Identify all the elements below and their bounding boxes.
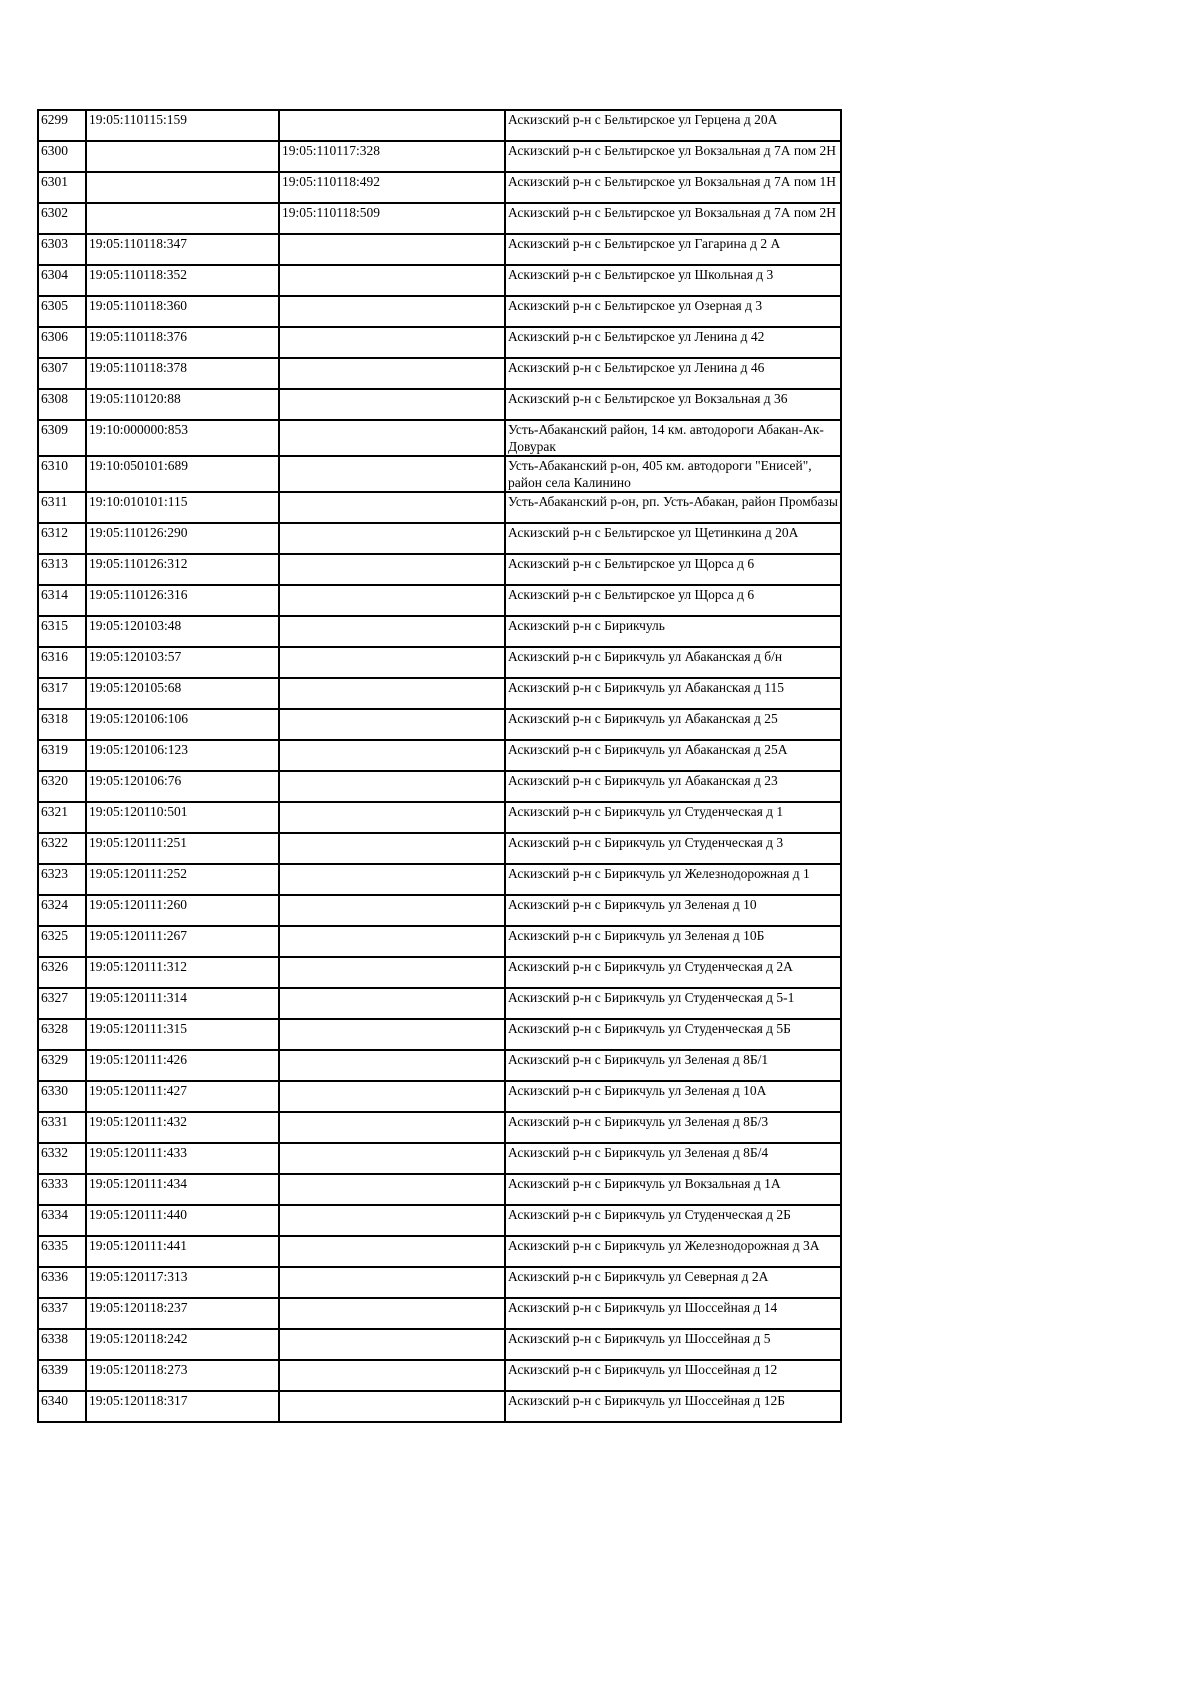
address-cell: Аскизский р-н с Бельтирское ул Герцена д 20А: [505, 110, 841, 141]
address-cell: Аскизский р-н с Бирикчуль ул Зеленая д 10А: [505, 1081, 841, 1112]
premises-cadastral-number-cell: [279, 1360, 505, 1391]
address-cell: Аскизский р-н с Бирикчуль ул Зеленая д 10Б: [505, 926, 841, 957]
cadastral-number-cell: 19:10:000000:853: [86, 420, 279, 456]
table-row: [38, 456, 841, 492]
cadastral-number-cell: 19:05:110118:360: [86, 296, 279, 327]
table-row: [38, 616, 841, 647]
table-row: [38, 327, 841, 358]
table-row: [38, 492, 841, 523]
table-row: [38, 172, 841, 203]
premises-cadastral-number-cell: [279, 957, 505, 988]
row-number-cell: 6332: [38, 1143, 86, 1174]
table-row: [38, 296, 841, 327]
table-row: [38, 709, 841, 740]
row-number-cell: 6299: [38, 110, 86, 141]
premises-cadastral-number-cell: [279, 1081, 505, 1112]
address-cell: Аскизский р-н с Бирикчуль ул Абаканская д 25А: [505, 740, 841, 771]
cadastral-number-cell: 19:05:120111:260: [86, 895, 279, 926]
table-row: [38, 771, 841, 802]
table-row: [38, 358, 841, 389]
premises-cadastral-number-cell: [279, 1019, 505, 1050]
table-row: [38, 802, 841, 833]
premises-cadastral-number-cell: [279, 523, 505, 554]
address-cell: Аскизский р-н с Бирикчуль ул Студенческая д 5-1: [505, 988, 841, 1019]
cadastral-number-cell: 19:05:110118:378: [86, 358, 279, 389]
row-number-cell: 6301: [38, 172, 86, 203]
row-number-cell: 6333: [38, 1174, 86, 1205]
table-row: [38, 1081, 841, 1112]
cadastral-number-cell: 19:05:120118:317: [86, 1391, 279, 1422]
cadastral-number-cell: 19:05:120111:434: [86, 1174, 279, 1205]
cadastral-number-cell: 19:05:120118:237: [86, 1298, 279, 1329]
row-number-cell: 6309: [38, 420, 86, 456]
address-cell: Аскизский р-н с Бирикчуль ул Студенческая д 3: [505, 833, 841, 864]
row-number-cell: 6305: [38, 296, 86, 327]
cadastral-number-cell: 19:05:120103:57: [86, 647, 279, 678]
cadastral-number-cell: 19:10:050101:689: [86, 456, 279, 492]
cadastral-number-cell: 19:05:120106:123: [86, 740, 279, 771]
cadastral-number-cell: 19:05:120111:432: [86, 1112, 279, 1143]
premises-cadastral-number-cell: [279, 420, 505, 456]
premises-cadastral-number-cell: [279, 456, 505, 492]
row-number-cell: 6313: [38, 554, 86, 585]
row-number-cell: 6303: [38, 234, 86, 265]
address-cell: Аскизский р-н с Бирикчуль ул Шоссейная д 5: [505, 1329, 841, 1360]
row-number-cell: 6340: [38, 1391, 86, 1422]
cadastral-number-cell: [86, 172, 279, 203]
cadastral-number-cell: 19:05:120111:433: [86, 1143, 279, 1174]
address-cell: Аскизский р-н с Бирикчуль ул Зеленая д 8Б/1: [505, 1050, 841, 1081]
cadastral-number-cell: 19:05:120111:314: [86, 988, 279, 1019]
row-number-cell: 6314: [38, 585, 86, 616]
premises-cadastral-number-cell: [279, 864, 505, 895]
cadastral-number-cell: 19:05:120111:312: [86, 957, 279, 988]
premises-cadastral-number-cell: [279, 1329, 505, 1360]
table-row: [38, 833, 841, 864]
cadastral-number-cell: 19:05:110126:312: [86, 554, 279, 585]
cadastral-number-cell: [86, 141, 279, 172]
table-row: [38, 1267, 841, 1298]
premises-cadastral-number-cell: [279, 1143, 505, 1174]
address-cell: Усть-Абаканский район, 14 км. автодороги Абакан-Ак-Довурак: [505, 420, 841, 456]
cadastral-number-cell: 19:05:120111:267: [86, 926, 279, 957]
row-number-cell: 6316: [38, 647, 86, 678]
premises-cadastral-number-cell: [279, 678, 505, 709]
premises-cadastral-number-cell: [279, 709, 505, 740]
address-cell: Аскизский р-н с Бельтирское ул Вокзальная д 7А пом 2Н: [505, 141, 841, 172]
cadastral-number-cell: 19:05:120111:427: [86, 1081, 279, 1112]
row-number-cell: 6319: [38, 740, 86, 771]
row-number-cell: 6330: [38, 1081, 86, 1112]
table-row: [38, 864, 841, 895]
address-cell: Аскизский р-н с Бельтирское ул Ленина д 42: [505, 327, 841, 358]
row-number-cell: 6327: [38, 988, 86, 1019]
row-number-cell: 6320: [38, 771, 86, 802]
address-cell: Аскизский р-н с Бирикчуль ул Студенческая д 2А: [505, 957, 841, 988]
cadastral-number-cell: 19:05:110126:290: [86, 523, 279, 554]
row-number-cell: 6304: [38, 265, 86, 296]
cadastral-number-cell: 19:05:110120:88: [86, 389, 279, 420]
address-cell: Аскизский р-н с Бирикчуль ул Шоссейная д 12: [505, 1360, 841, 1391]
table-row: [38, 523, 841, 554]
premises-cadastral-number-cell: [279, 389, 505, 420]
address-cell: Аскизский р-н с Бирикчуль ул Абаканская д 115: [505, 678, 841, 709]
table-row: [38, 1329, 841, 1360]
table-row: [38, 389, 841, 420]
premises-cadastral-number-cell: [279, 616, 505, 647]
cadastral-number-cell: 19:05:120111:251: [86, 833, 279, 864]
premises-cadastral-number-cell: [279, 265, 505, 296]
row-number-cell: 6317: [38, 678, 86, 709]
address-cell: Усть-Абаканский р-он, рп. Усть-Абакан, район Промбазы: [505, 492, 841, 523]
premises-cadastral-number-cell: [279, 1236, 505, 1267]
address-cell: Аскизский р-н с Бирикчуль ул Зеленая д 8Б/4: [505, 1143, 841, 1174]
row-number-cell: 6322: [38, 833, 86, 864]
cadastral-number-cell: 19:05:110126:316: [86, 585, 279, 616]
row-number-cell: 6306: [38, 327, 86, 358]
premises-cadastral-number-cell: [279, 1050, 505, 1081]
row-number-cell: 6324: [38, 895, 86, 926]
address-cell: Аскизский р-н с Бирикчуль ул Абаканская д 25: [505, 709, 841, 740]
address-cell: Аскизский р-н с Бельтирское ул Щорса д 6: [505, 585, 841, 616]
premises-cadastral-number-cell: [279, 895, 505, 926]
table-row: [38, 585, 841, 616]
address-cell: Аскизский р-н с Бельтирское ул Озерная д 3: [505, 296, 841, 327]
premises-cadastral-number-cell: [279, 492, 505, 523]
row-number-cell: 6315: [38, 616, 86, 647]
row-number-cell: 6325: [38, 926, 86, 957]
row-number-cell: 6310: [38, 456, 86, 492]
table-row: [38, 895, 841, 926]
row-number-cell: 6338: [38, 1329, 86, 1360]
premises-cadastral-number-cell: [279, 554, 505, 585]
premises-cadastral-number-cell: [279, 296, 505, 327]
table-row: [38, 110, 841, 141]
table-row: [38, 234, 841, 265]
row-number-cell: 6312: [38, 523, 86, 554]
row-number-cell: 6308: [38, 389, 86, 420]
table-row: [38, 1391, 841, 1422]
address-cell: Аскизский р-н с Бирикчуль ул Вокзальная д 1А: [505, 1174, 841, 1205]
table-row: [38, 1205, 841, 1236]
cadastral-number-cell: 19:05:120117:313: [86, 1267, 279, 1298]
table-row: [38, 265, 841, 296]
address-cell: Аскизский р-н с Бельтирское ул Гагарина д 2 А: [505, 234, 841, 265]
cadastral-number-cell: 19:05:120103:48: [86, 616, 279, 647]
premises-cadastral-number-cell: [279, 1174, 505, 1205]
address-cell: Аскизский р-н с Бирикчуль ул Шоссейная д 12Б: [505, 1391, 841, 1422]
table-row: [38, 1112, 841, 1143]
table-row: [38, 141, 841, 172]
row-number-cell: 6334: [38, 1205, 86, 1236]
row-number-cell: 6321: [38, 802, 86, 833]
address-cell: Аскизский р-н с Бирикчуль ул Зеленая д 10: [505, 895, 841, 926]
cadastral-number-cell: 19:05:110118:352: [86, 265, 279, 296]
address-cell: Аскизский р-н с Бельтирское ул Вокзальная д 36: [505, 389, 841, 420]
premises-cadastral-number-cell: [279, 234, 505, 265]
table-row: [38, 957, 841, 988]
table-row: [38, 1019, 841, 1050]
address-cell: Аскизский р-н с Бельтирское ул Вокзальная д 7А пом 1Н: [505, 172, 841, 203]
address-cell: Аскизский р-н с Бельтирское ул Щетинкина д 20А: [505, 523, 841, 554]
cadastral-number-cell: 19:05:120111:440: [86, 1205, 279, 1236]
cadastral-number-cell: 19:05:120106:106: [86, 709, 279, 740]
cadastral-number-cell: 19:05:120111:441: [86, 1236, 279, 1267]
table-row: [38, 554, 841, 585]
table-row: [38, 740, 841, 771]
address-cell: Аскизский р-н с Бирикчуль ул Студенческая д 1: [505, 802, 841, 833]
cadastral-number-cell: 19:05:120118:242: [86, 1329, 279, 1360]
table-row: [38, 1360, 841, 1391]
row-number-cell: 6318: [38, 709, 86, 740]
row-number-cell: 6335: [38, 1236, 86, 1267]
row-number-cell: 6336: [38, 1267, 86, 1298]
cadastral-number-cell: 19:10:010101:115: [86, 492, 279, 523]
premises-cadastral-number-cell: [279, 988, 505, 1019]
address-cell: Аскизский р-н с Бельтирское ул Школьная д 3: [505, 265, 841, 296]
address-cell: Аскизский р-н с Бельтирское ул Щорса д 6: [505, 554, 841, 585]
row-number-cell: 6329: [38, 1050, 86, 1081]
table-row: [38, 647, 841, 678]
row-number-cell: 6311: [38, 492, 86, 523]
address-cell: Аскизский р-н с Бирикчуль ул Студенческая д 2Б: [505, 1205, 841, 1236]
premises-cadastral-number-cell: [279, 1298, 505, 1329]
address-cell: Аскизский р-н с Бирикчуль ул Железнодорожная д 3А: [505, 1236, 841, 1267]
address-cell: Аскизский р-н с Бельтирское ул Ленина д 46: [505, 358, 841, 389]
address-cell: Аскизский р-н с Бирикчуль ул Северная д 2А: [505, 1267, 841, 1298]
address-cell: Аскизский р-н с Бирикчуль ул Зеленая д 8Б/3: [505, 1112, 841, 1143]
row-number-cell: 6326: [38, 957, 86, 988]
row-number-cell: 6300: [38, 141, 86, 172]
table-row: [38, 926, 841, 957]
premises-cadastral-number-cell: [279, 926, 505, 957]
row-number-cell: 6307: [38, 358, 86, 389]
premises-cadastral-number-cell: [279, 1267, 505, 1298]
table-row: [38, 203, 841, 234]
address-cell: Аскизский р-н с Бирикчуль ул Студенческая д 5Б: [505, 1019, 841, 1050]
cadastral-number-cell: 19:05:110118:347: [86, 234, 279, 265]
row-number-cell: 6328: [38, 1019, 86, 1050]
premises-cadastral-number-cell: 19:05:110118:509: [279, 203, 505, 234]
address-cell: Аскизский р-н с Бирикчуль ул Абаканская д 23: [505, 771, 841, 802]
table-row: [38, 1050, 841, 1081]
premises-cadastral-number-cell: 19:05:110118:492: [279, 172, 505, 203]
table-row: [38, 1236, 841, 1267]
cadastral-number-cell: 19:05:110115:159: [86, 110, 279, 141]
address-cell: Аскизский р-н с Бирикчуль: [505, 616, 841, 647]
table-row: [38, 420, 841, 456]
cadastral-number-cell: 19:05:120118:273: [86, 1360, 279, 1391]
premises-cadastral-number-cell: [279, 585, 505, 616]
premises-cadastral-number-cell: [279, 1391, 505, 1422]
premises-cadastral-number-cell: [279, 802, 505, 833]
premises-cadastral-number-cell: [279, 647, 505, 678]
row-number-cell: 6339: [38, 1360, 86, 1391]
premises-cadastral-number-cell: [279, 771, 505, 802]
table-row: [38, 678, 841, 709]
row-number-cell: 6302: [38, 203, 86, 234]
cadastral-number-cell: 19:05:120105:68: [86, 678, 279, 709]
premises-cadastral-number-cell: [279, 1205, 505, 1236]
row-number-cell: 6337: [38, 1298, 86, 1329]
row-number-cell: 6331: [38, 1112, 86, 1143]
cadastral-number-cell: 19:05:120111:315: [86, 1019, 279, 1050]
premises-cadastral-number-cell: [279, 358, 505, 389]
address-cell: Аскизский р-н с Бирикчуль ул Железнодорожная д 1: [505, 864, 841, 895]
address-cell: Аскизский р-н с Бирикчуль ул Шоссейная д 14: [505, 1298, 841, 1329]
table-row: [38, 1298, 841, 1329]
row-number-cell: 6323: [38, 864, 86, 895]
premises-cadastral-number-cell: [279, 327, 505, 358]
premises-cadastral-number-cell: [279, 110, 505, 141]
cadastral-number-cell: 19:05:120106:76: [86, 771, 279, 802]
premises-cadastral-number-cell: [279, 1112, 505, 1143]
table-body: [38, 110, 841, 1422]
table-row: [38, 988, 841, 1019]
cadastral-number-cell: [86, 203, 279, 234]
table-row: [38, 1143, 841, 1174]
address-cell: Аскизский р-н с Бирикчуль ул Абаканская д б/н: [505, 647, 841, 678]
premises-cadastral-number-cell: [279, 740, 505, 771]
table-row: [38, 1174, 841, 1205]
premises-cadastral-number-cell: [279, 833, 505, 864]
property-table: [37, 109, 842, 1423]
address-cell: Аскизский р-н с Бельтирское ул Вокзальная д 7А пом 2Н: [505, 203, 841, 234]
cadastral-number-cell: 19:05:110118:376: [86, 327, 279, 358]
cadastral-number-cell: 19:05:120111:426: [86, 1050, 279, 1081]
premises-cadastral-number-cell: 19:05:110117:328: [279, 141, 505, 172]
cadastral-number-cell: 19:05:120110:501: [86, 802, 279, 833]
cadastral-number-cell: 19:05:120111:252: [86, 864, 279, 895]
address-cell: Усть-Абаканский р-он, 405 км. автодороги "Енисей", район села Калинино: [505, 456, 841, 492]
